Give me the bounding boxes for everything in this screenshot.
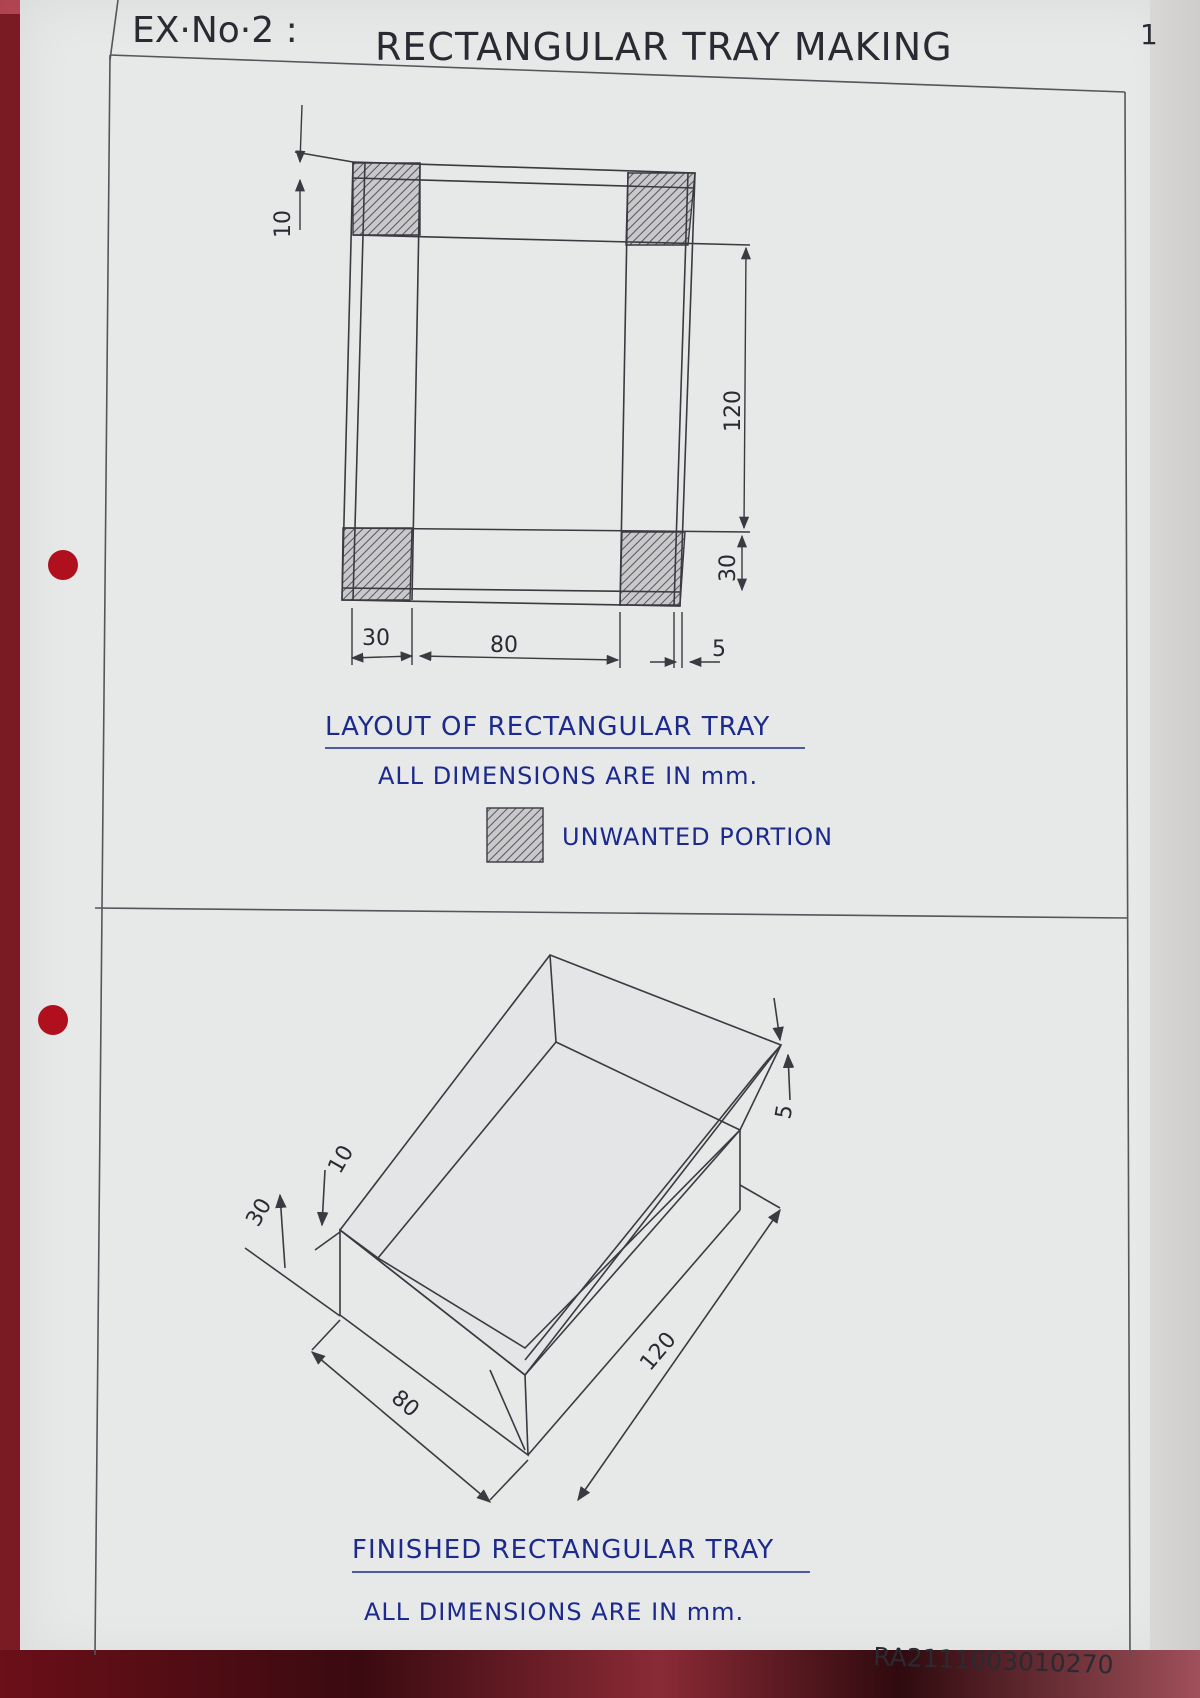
- dim-side-length: 120: [721, 390, 746, 432]
- legend-swatch: [487, 808, 543, 862]
- layout-units-note: ALL DIMENSIONS ARE IN mm.: [378, 762, 759, 790]
- dim-top-flap: 10: [271, 210, 296, 238]
- tray-dim-length: 120: [635, 1327, 682, 1376]
- unwanted-corner-regions: [342, 163, 695, 605]
- layout-drawing: [271, 105, 750, 668]
- page-number: 1: [1140, 18, 1158, 51]
- legend-label: UNWANTED PORTION: [562, 823, 834, 851]
- finished-units-note: ALL DIMENSIONS ARE IN mm.: [364, 1598, 745, 1626]
- layout-caption: LAYOUT OF RECTANGULAR TRAY: [325, 712, 771, 742]
- finished-tray-drawing: [245, 955, 790, 1502]
- dim-left-width: 30: [362, 626, 390, 651]
- dim-right-hem: 5: [712, 637, 726, 662]
- dim-base-width: 80: [490, 633, 518, 658]
- exercise-number: EX·No·2 :: [132, 10, 298, 51]
- punch-hole-top: [48, 550, 78, 580]
- corner-top-right: [626, 173, 695, 245]
- tray-dim-top-flap: 10: [323, 1141, 360, 1178]
- register-number: RA2111003010270: [872, 1642, 1114, 1680]
- tray-dim-height: 30: [241, 1194, 278, 1231]
- page-title: RECTANGULAR TRAY MAKING: [375, 25, 953, 69]
- punch-hole-bottom: [38, 1005, 68, 1035]
- tray-dim-width: 80: [386, 1385, 424, 1423]
- tray-dim-hem: 5: [771, 1102, 799, 1122]
- finished-caption: FINISHED RECTANGULAR TRAY: [352, 1535, 775, 1565]
- dim-bottom-flap: 30: [716, 554, 741, 582]
